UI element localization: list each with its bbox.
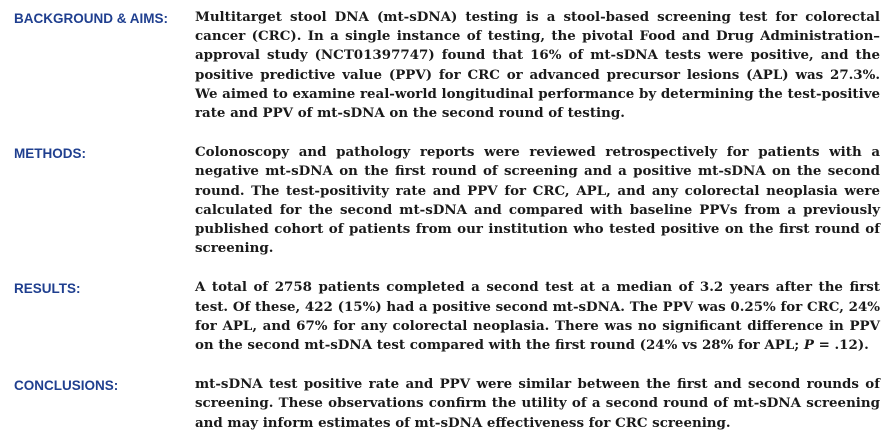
results-text-before-p: A total of 2758 patients completed a second test at a median of 3.2 years after the first test. Of these, 422 (15%) had a positive second mt-sDNA. The PPV was 0.25% for CRC, 24% for APL, and 67% for any colorectal neoplasia. There was no significant difference in PPV on the second mt-sDNA test compared with the first round (24% vs 28% for APL; [195, 279, 880, 354]
section-text-background-aims: Multitarget stool DNA (mt-sDNA) testing is a stool-based screening test for colorectal cancer (CRC). In a single instance of testing, the pivotal Food and Drug Administration–approval study (NCT01397747) found that 16% of mt-sDNA tests were positive, and the positive predictive value (PPV) for CRC or advanced precursor lesions (APL) was 27.3%. We aimed to examine real-world longitudinal performance by determining the test-positive rate and PPV of mt-sDNA on the second round of testing. [195, 9, 880, 122]
section-text-conclusions: mt-sDNA test positive rate and PPV were similar between the first and second rounds of screening. These observations confirm the utility of a second round of mt-sDNA screening and may inform estimates of mt-sDNA effectiveness for CRC screening. [195, 376, 880, 431]
section-label-methods: METHODS: [14, 146, 86, 162]
section-label-conclusions: CONCLUSIONS: [14, 378, 119, 394]
section-methods [14, 143, 880, 258]
section-results [14, 278, 880, 355]
results-p-symbol: P [803, 337, 814, 354]
abstract [14, 8, 880, 433]
section-label-background-aims: BACKGROUND & AIMS: [14, 11, 168, 26]
section-text-results [195, 278, 880, 355]
results-text-after-p: = .12). [818, 337, 869, 354]
section-label-results: RESULTS: [14, 281, 81, 297]
section-text-methods: Colonoscopy and pathology reports were reviewed retrospectively for patients with a negative mt-sDNA on the first round of screening and a positive mt-sDNA on the second round. The test-positivity rate and PPV for CRC, APL, and any colorectal neoplasia were calculated for the second mt-sDNA and compared with baseline PPVs from a previously published cohort of patients from our institution who tested positive on the first round of screening. [195, 144, 880, 257]
section-background-aims [14, 8, 880, 123]
section-conclusions [14, 375, 880, 433]
